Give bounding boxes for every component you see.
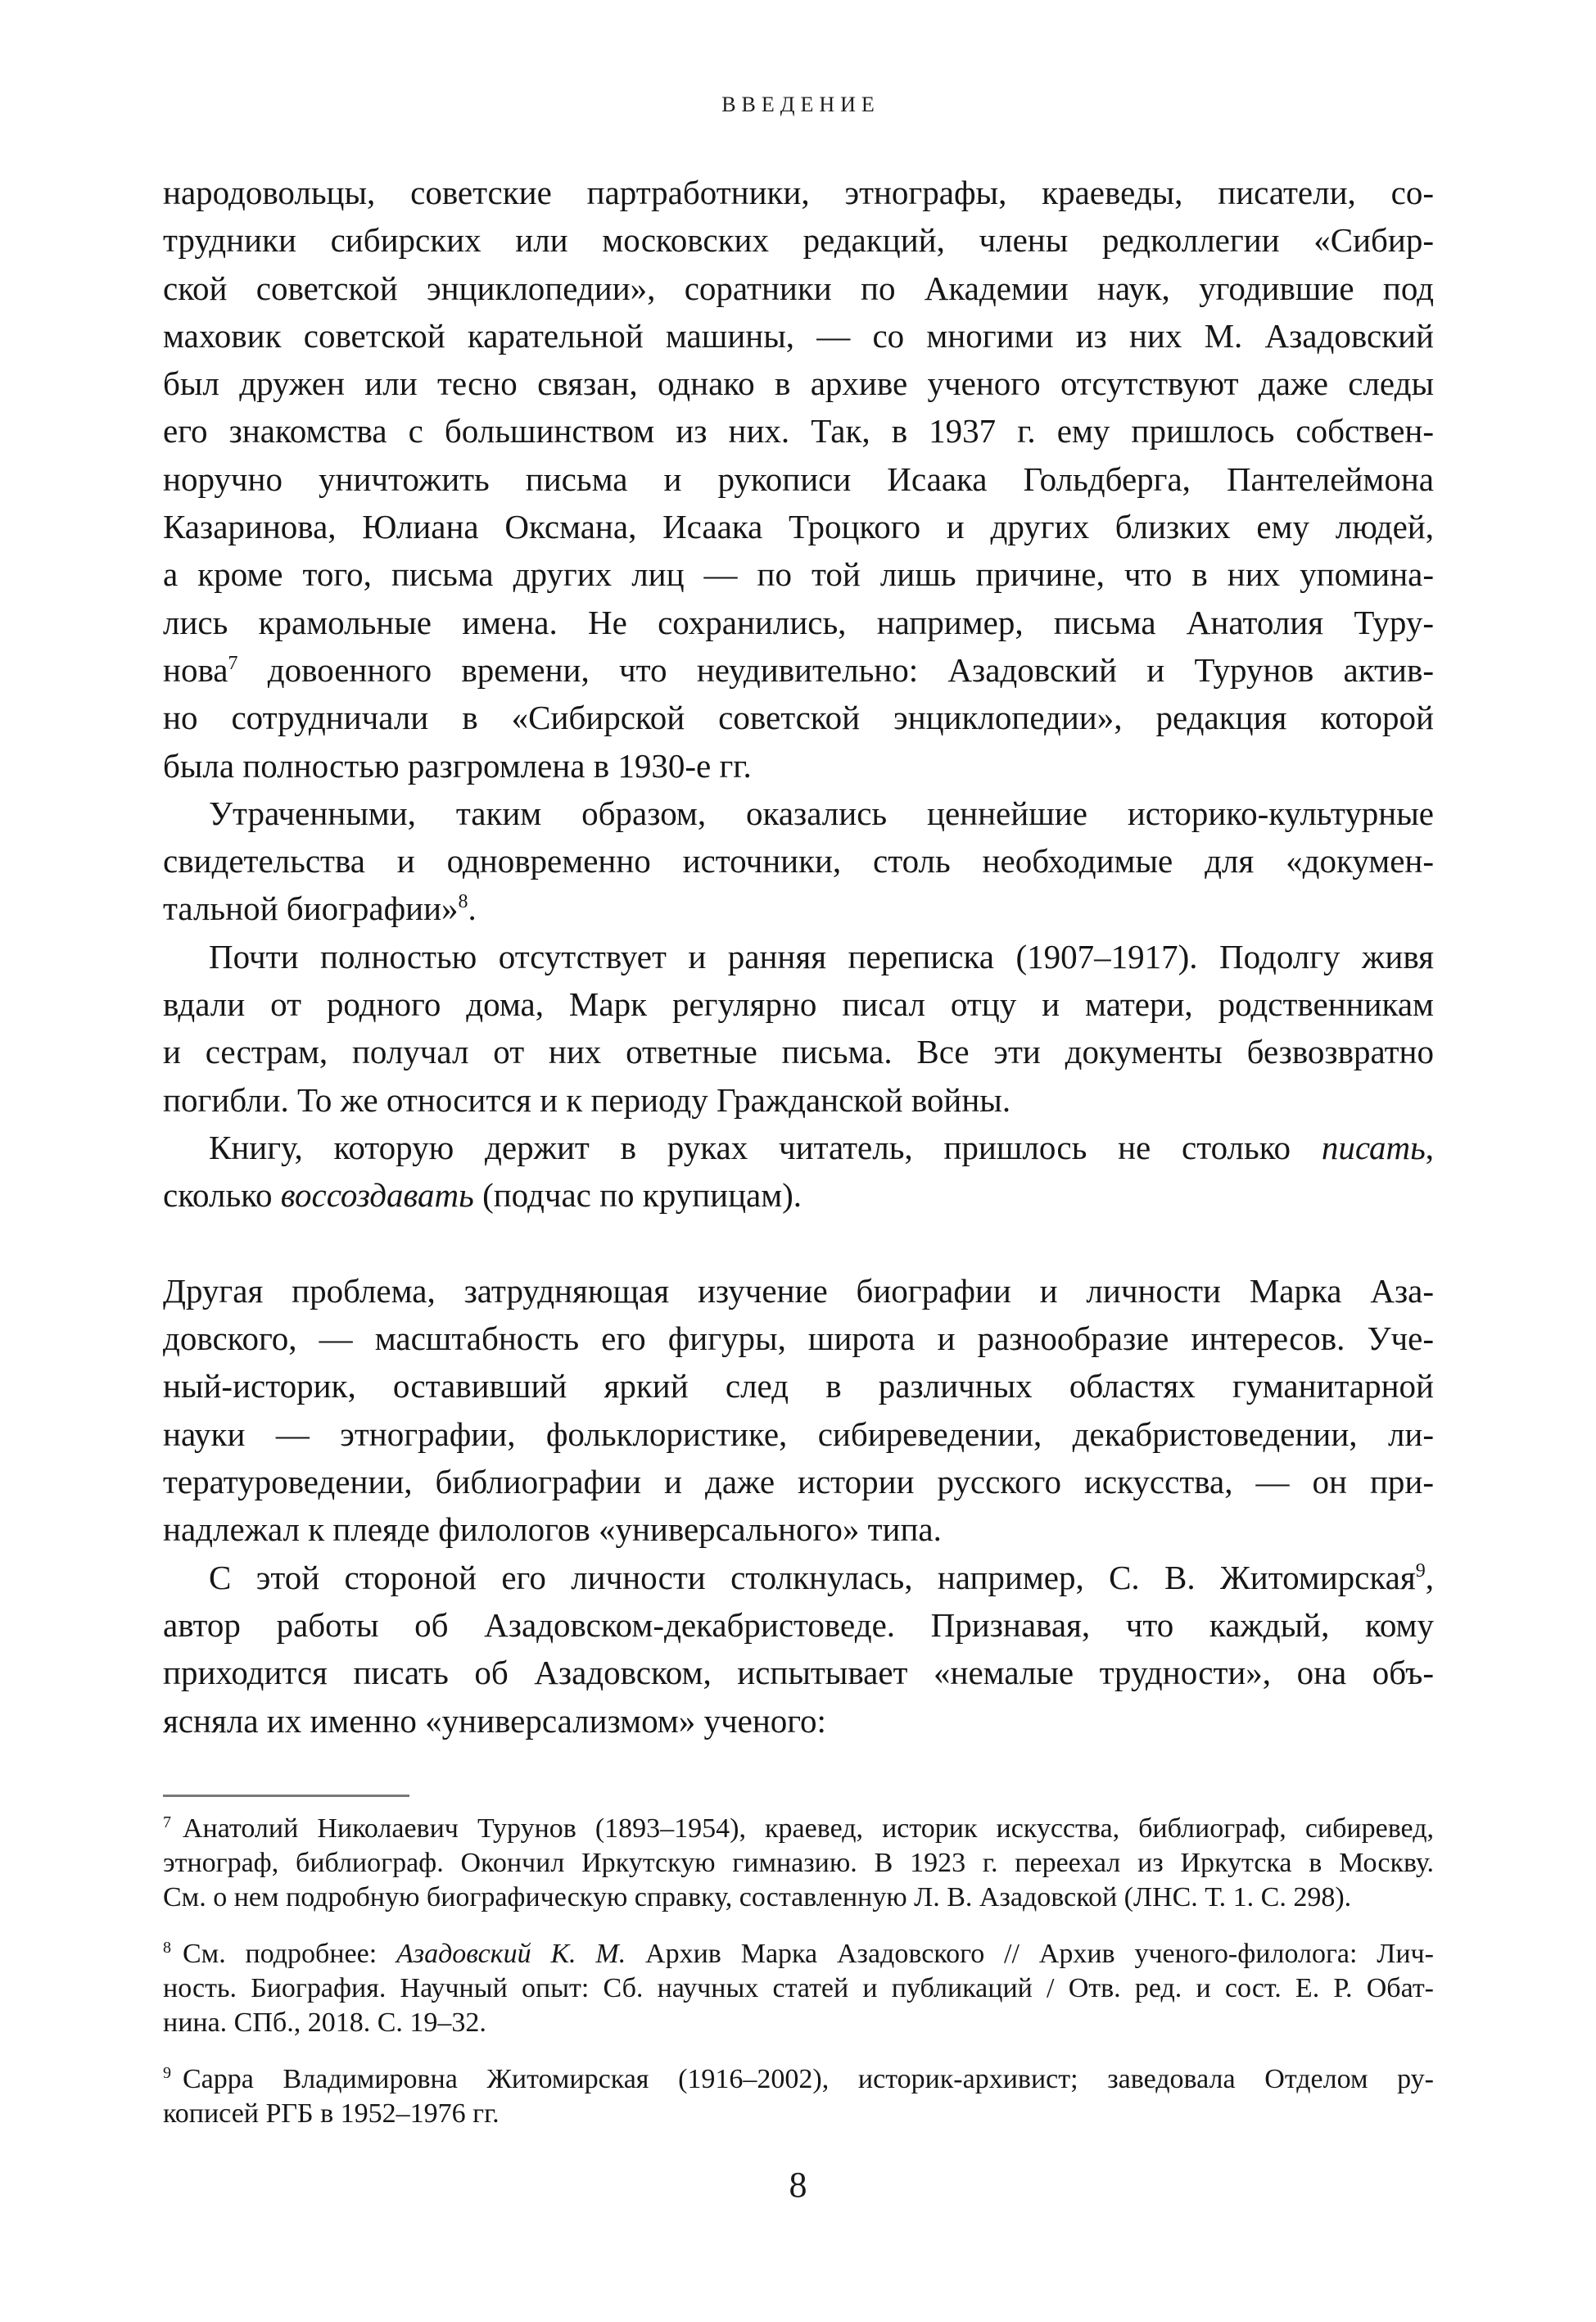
superscript-footnote-ref: 9 xyxy=(1415,1559,1426,1582)
text-segment: тальной биографии» xyxy=(163,889,459,928)
text-segment: лись крамольные имена. Не сохранились, например, письма Анатолия Туру- xyxy=(163,603,1434,641)
text-line xyxy=(163,503,1434,550)
text-segment: была полностью разгромлена в 1930-е гг. xyxy=(163,746,752,785)
text-segment: норучно уничтожить письма и рукописи Исаака Гольдберга, Пантелеймона xyxy=(163,459,1434,498)
text-segment: автор работы об Азадовском-декабристоведе. Признавая, что каждый, кому xyxy=(163,1605,1434,1644)
paragraph xyxy=(163,1124,1434,1220)
footnote-line xyxy=(163,1971,1434,2006)
text-segment: См. о нем подробную биографическую справку, составленную Л. В. Азадовской (ЛНС. Т. 1. С. 298). xyxy=(163,1882,1352,1912)
text-line xyxy=(163,694,1434,741)
text-segment: и сестрам, получал от них ответные письма. Все эти документы безвозвратно xyxy=(163,1033,1434,1071)
text-line xyxy=(163,312,1434,360)
text-segment: Утраченными, таким образом, оказались ценнейшие историко-культурные xyxy=(209,794,1434,832)
text-segment: его знакомства с большинством из них. Так, в 1937 г. ему пришлось собствен- xyxy=(163,412,1434,450)
text-segment: См. подробнее: xyxy=(183,1939,397,1969)
footnote xyxy=(163,2062,1434,2131)
text-segment: , xyxy=(1425,1128,1434,1166)
footnote-line xyxy=(163,1846,1434,1881)
footnote-line xyxy=(163,2097,1434,2131)
text-segment: Анатолий Николаевич Турунов (1893–1954), краевед, историк искусства, библиограф, сибиревед, xyxy=(183,1813,1434,1844)
text-line xyxy=(163,550,1434,598)
superscript-footnote-ref: 7 xyxy=(228,652,238,674)
text-segment: довоенного времени, что неудивительно: Азадовский и Турунов актив- xyxy=(237,650,1434,689)
text-line xyxy=(163,933,1434,980)
text-line xyxy=(163,1362,1434,1410)
text-line xyxy=(163,1554,1434,1601)
text-segment: ской советской энциклопедии», соратники по Академии наук, угодившие под xyxy=(163,269,1434,307)
text-line xyxy=(163,885,1434,932)
text-line xyxy=(163,216,1434,264)
text-segment: маховик советской карательной машины, — со многими из них М. Азадовский xyxy=(163,316,1434,355)
text-line xyxy=(163,169,1434,216)
text-line xyxy=(163,455,1434,503)
text-segment: ный-историк, оставивший яркий след в различных областях гуманитарной xyxy=(163,1367,1434,1405)
section-title: ВВЕДЕНИЕ xyxy=(721,93,880,116)
text-segment: Архив Марка Азадовского // Архив ученого-филолога: Лич- xyxy=(626,1939,1434,1969)
text-line xyxy=(163,1076,1434,1124)
text-line xyxy=(163,407,1434,455)
text-line xyxy=(163,1505,1434,1553)
text-segment: приходится писать об Азадовском, испытывает «немалые трудности», она объ- xyxy=(163,1654,1434,1692)
footnote-line xyxy=(163,1937,1434,1971)
text-segment: Сарра Владимировна Житомирская (1916–2002), историк-архивист; заведовала Отделом ру- xyxy=(183,2064,1434,2094)
paragraph xyxy=(163,1267,1434,1554)
text-segment: надлежал к плеяде филологов «универсального» типа. xyxy=(163,1510,942,1549)
text-segment: науки — этнографии, фольклористике, сибиреведении, декабристоведении, ли- xyxy=(163,1414,1434,1453)
superscript-footnote-ref: 8 xyxy=(458,891,468,913)
text-segment: Книгу, которую держит в руках читатель, пришлось не столько xyxy=(209,1128,1322,1166)
text-segment: ясняла их именно «универсализмом» ученого: xyxy=(163,1701,826,1740)
text-segment: народовольцы, советские партработники, этнографы, краеведы, писатели, со- xyxy=(163,174,1434,211)
text-segment: был дружен или тесно связан, однако в архиве ученого отсутствуют даже следы xyxy=(163,364,1434,403)
text-segment: , xyxy=(1425,1558,1434,1596)
text-segment: сколько xyxy=(163,1176,281,1215)
text-segment: С этой стороной его личности столкнулась, например, С. В. Житомирская xyxy=(209,1558,1416,1596)
text-line xyxy=(163,742,1434,790)
footnote xyxy=(163,1937,1434,2040)
footnote-line xyxy=(163,1812,1434,1846)
text-line xyxy=(163,1697,1434,1745)
text-segment: кописей РГБ в 1952–1976 гг. xyxy=(163,2098,500,2129)
paragraph xyxy=(163,1554,1434,1745)
footnote-line xyxy=(163,1881,1434,1915)
text-segment: тературоведении, библиографии и даже истории русского искусства, — он при- xyxy=(163,1463,1434,1501)
text-segment: (подчас по крупицам). xyxy=(473,1176,803,1215)
text-segment: нина. СПб., 2018. С. 19–32. xyxy=(163,2007,486,2038)
paragraph xyxy=(163,933,1434,1124)
text-segment: вдали от родного дома, Марк регулярно писал отцу и матери, родственникам xyxy=(163,985,1434,1024)
text-line xyxy=(163,980,1434,1028)
text-segment: трудники сибирских или московских редакций, члены редколлегии «Сибир- xyxy=(163,221,1434,260)
text-line xyxy=(163,1028,1434,1075)
text-line xyxy=(163,1267,1434,1315)
text-line xyxy=(163,1649,1434,1696)
footnote-marker: 9 xyxy=(163,2064,171,2082)
text-segment: Почти полностью отсутствует и ранняя переписка (1907–1917). Подолгу живя xyxy=(209,937,1434,975)
text-segment: погибли. То же относится и к периоду Гражданской войны. xyxy=(163,1080,1011,1119)
body-text xyxy=(163,169,1434,1745)
page-number: 8 xyxy=(789,2165,807,2205)
footnote-line xyxy=(163,2062,1434,2097)
text-segment: Азадовский К. М. xyxy=(396,1939,626,1969)
text-segment: Другая проблема, затрудняющая изучение биографии и личности Марка Аза- xyxy=(163,1271,1434,1310)
text-segment: этнограф, библиограф. Окончил Иркутскую гимназию. В 1923 г. переехал из Иркутска в Москву. xyxy=(163,1848,1434,1878)
paragraph xyxy=(163,790,1434,933)
footnote-marker: 7 xyxy=(163,1813,171,1831)
text-segment: а кроме того, письма других лиц — по той лишь причине, что в них упомина- xyxy=(163,555,1434,594)
footnote-line xyxy=(163,2006,1434,2040)
text-segment: нова xyxy=(163,650,228,689)
text-segment: довского, — масштабность его фигуры, широта и разнообразие интересов. Уче- xyxy=(163,1319,1434,1358)
text-segment: Казаринова, Юлиана Оксмана, Исаака Троцкого и других близких ему людей, xyxy=(163,508,1434,546)
text-segment: . xyxy=(468,889,477,928)
footnotes xyxy=(163,1812,1434,2153)
text-line xyxy=(163,790,1434,837)
text-segment: воссоздавать xyxy=(280,1176,474,1215)
text-line xyxy=(163,837,1434,885)
text-line xyxy=(163,1410,1434,1458)
text-segment: писать xyxy=(1321,1128,1426,1166)
text-line xyxy=(163,360,1434,407)
text-line xyxy=(163,1171,1434,1219)
text-line xyxy=(163,1458,1434,1505)
text-line xyxy=(163,265,1434,312)
text-line xyxy=(163,1315,1434,1362)
text-line xyxy=(163,1124,1434,1171)
text-line xyxy=(163,1601,1434,1649)
text-segment: но сотрудничали в «Сибирской советской энциклопедии», редакция которой xyxy=(163,699,1434,737)
text-segment: ность. Биография. Научный опыт: Сб. научных статей и публикаций / Отв. ред. и сост. Е. Р. Обат- xyxy=(163,1973,1434,2003)
text-segment: свидетельства и одновременно источники, столь необходимые для «докумен- xyxy=(163,842,1434,880)
text-line xyxy=(163,599,1434,646)
footnote xyxy=(163,1812,1434,1915)
paragraph xyxy=(163,169,1434,790)
footnote-separator xyxy=(163,1795,409,1797)
footnote-marker: 8 xyxy=(163,1939,171,1957)
text-line xyxy=(163,646,1434,694)
